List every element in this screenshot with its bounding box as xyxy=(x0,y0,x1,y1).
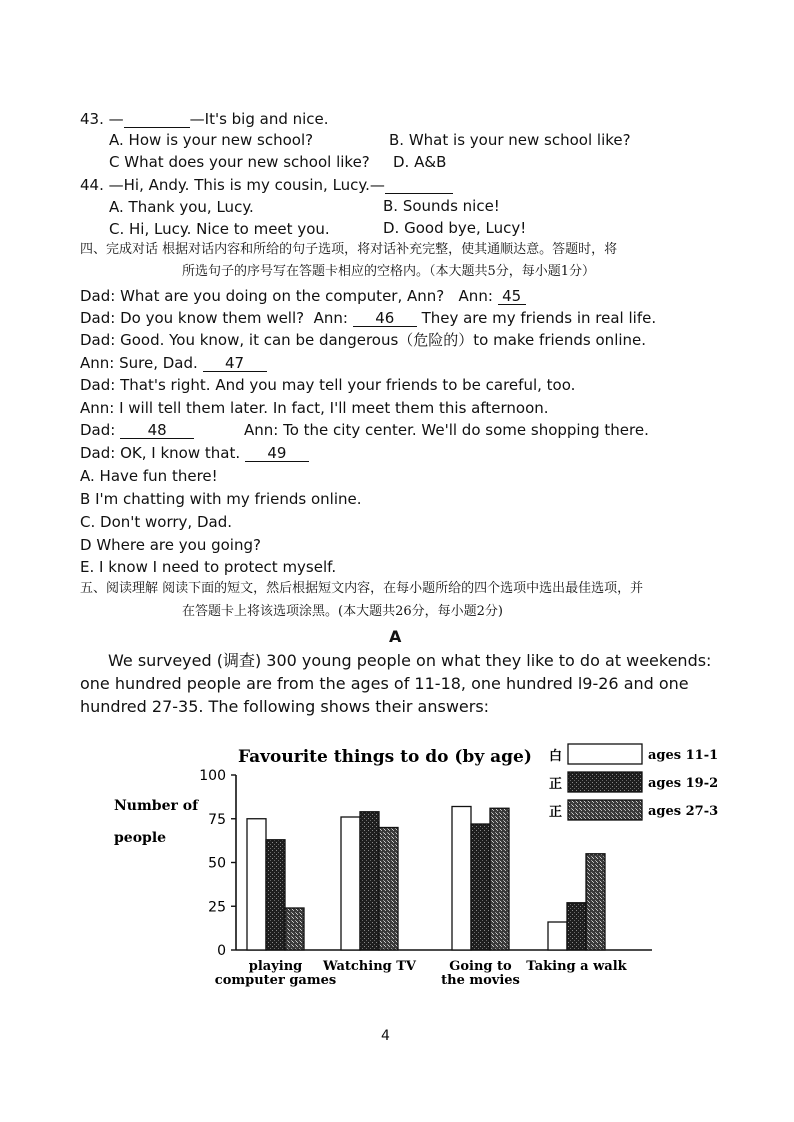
y-tick-label: 0 xyxy=(217,943,226,959)
section4-heading: 四、完成对话 根据对话内容和所给的句子选项，将对话补充完整，使其通顺达意。答题时，将 xyxy=(80,242,618,257)
section5-heading-line2: 在答题卡上将该选项涂黑。(本大题共26分，每小题2分) xyxy=(182,604,503,619)
y-tick-label: 50 xyxy=(208,855,226,872)
bar-1-4 xyxy=(548,922,567,950)
legend-label-3: ages 27-3 xyxy=(648,804,719,819)
dialogue-line-5: Dad: That's right. And you may tell your friends to be careful, too. xyxy=(80,376,576,394)
dialogue-line-1: Dad: What are you doing on the computer, Ann? Ann: 45 xyxy=(80,287,526,305)
q44-text: —Hi, Andy. This is my cousin, Lucy.— xyxy=(108,176,385,194)
dialogue-line-8: Dad: OK, I know that. 49 xyxy=(80,444,309,462)
choice-a: A. Have fun there! xyxy=(80,467,218,485)
bar-2-4 xyxy=(567,903,586,950)
choice-b: B I'm chatting with my friends online. xyxy=(80,490,362,508)
y-tick-label: 75 xyxy=(208,811,226,828)
passage-line-1: We surveyed (调查) 300 young people on what they like to do at weekends: xyxy=(108,651,712,670)
q43-blank xyxy=(124,110,190,128)
chart-bars xyxy=(247,807,605,951)
q44-option-d: D. Good bye, Lucy! xyxy=(383,219,527,237)
q44-option-b: B. Sounds nice! xyxy=(383,197,500,215)
dialogue-line-2: Dad: Do you know them well? Ann: 46 They are my friends in real life. xyxy=(80,309,657,327)
section4-heading-line2: 所选句子的序号写在答题卡相应的空格内。（本大题共5分，每小题1分） xyxy=(182,264,596,279)
q43-stem xyxy=(80,110,329,128)
category-label: playing xyxy=(248,959,303,974)
dialogue-line-7: Dad: 48 xyxy=(80,421,194,439)
q43-option-c: C What does your new school like? xyxy=(109,153,370,171)
choice-e: E. I know I need to protect myself. xyxy=(80,558,337,576)
bar-3-1 xyxy=(285,908,304,950)
favourite-things-chart xyxy=(0,730,794,1010)
bar-1-1 xyxy=(247,819,266,950)
q44-stem xyxy=(80,176,453,194)
legend-mark: 白 xyxy=(549,749,563,764)
page-number: 4 xyxy=(381,1028,390,1044)
blank-45: 45 xyxy=(498,287,526,305)
q43-rest: —It's big and nice. xyxy=(189,110,329,128)
bar-3-4 xyxy=(586,854,605,950)
bar-1-2 xyxy=(341,817,360,950)
section5-heading: 五、阅读理解 阅读下面的短文，然后根据短文内容，在每小题所给的四个选项中选出最佳选项，并 xyxy=(80,581,644,596)
category-label: Watching TV xyxy=(322,959,417,974)
bar-1-3 xyxy=(452,807,471,951)
q43-option-a: A. How is your new school? xyxy=(109,131,314,149)
q43-dash: — xyxy=(108,110,124,128)
bar-2-2 xyxy=(360,812,379,950)
legend-swatch-3 xyxy=(568,800,642,820)
y-axis-label-line1: Number of xyxy=(114,798,199,814)
blank-46: 46 xyxy=(353,309,417,327)
bar-2-1 xyxy=(266,840,285,950)
dialogue-line-3: Dad: Good. You know, it can be dangerous（危险的）to make friends online. xyxy=(80,331,647,349)
passage-line-3: hundred 27-35. The following shows their answers: xyxy=(80,697,490,716)
q44-blank xyxy=(385,176,453,194)
category-label: Going to xyxy=(449,959,512,974)
choice-c: C. Don't worry, Dad. xyxy=(80,513,232,531)
bar-2-3 xyxy=(471,824,490,950)
y-axis-label-line2: people xyxy=(114,830,167,846)
legend-swatch-2 xyxy=(568,772,642,792)
q43-option-d: D. A&B xyxy=(393,153,447,171)
legend-label-2: ages 19-2 xyxy=(648,776,719,791)
category-label-line2: computer games xyxy=(214,973,337,988)
legend-swatch-1 xyxy=(568,744,642,764)
q44-number: 44. xyxy=(80,176,104,194)
q43-number: 43. xyxy=(80,110,104,128)
chart-ticks xyxy=(199,768,236,959)
passage-line-2: one hundred people are from the ages of 11-18, one hundred l9-26 and one xyxy=(80,674,689,693)
chart-legend xyxy=(549,744,718,820)
dialogue-line-7-answer: Ann: To the city center. We'll do some shopping there. xyxy=(244,421,649,439)
choice-d: D Where are you going? xyxy=(80,536,261,554)
dialogue-line-4: Ann: Sure, Dad. 47 xyxy=(80,354,267,372)
chart-title: Favourite things to do (by age) xyxy=(238,747,532,767)
blank-49: 49 xyxy=(245,444,309,462)
legend-mark: 正 xyxy=(549,805,563,820)
legend-mark: 正 xyxy=(549,777,563,792)
category-label-line2: the movies xyxy=(441,973,520,988)
legend-label-1: ages 11-1 xyxy=(648,748,719,763)
blank-48: 48 xyxy=(120,421,194,439)
q44-option-a: A. Thank you, Lucy. xyxy=(109,198,254,216)
blank-47: 47 xyxy=(203,354,267,372)
dialogue-line-6: Ann: I will tell them later. In fact, I'll meet them this afternoon. xyxy=(80,399,549,417)
q44-option-c: C. Hi, Lucy. Nice to meet you. xyxy=(109,220,330,238)
passage-label: A xyxy=(389,627,402,646)
category-label: Taking a walk xyxy=(526,959,627,974)
y-tick-label: 25 xyxy=(208,899,226,916)
chart-categories xyxy=(215,959,628,988)
y-tick-label: 100 xyxy=(199,768,226,784)
q43-option-b: B. What is your new school like? xyxy=(389,131,631,149)
bar-3-2 xyxy=(379,828,398,951)
bar-3-3 xyxy=(490,808,509,950)
